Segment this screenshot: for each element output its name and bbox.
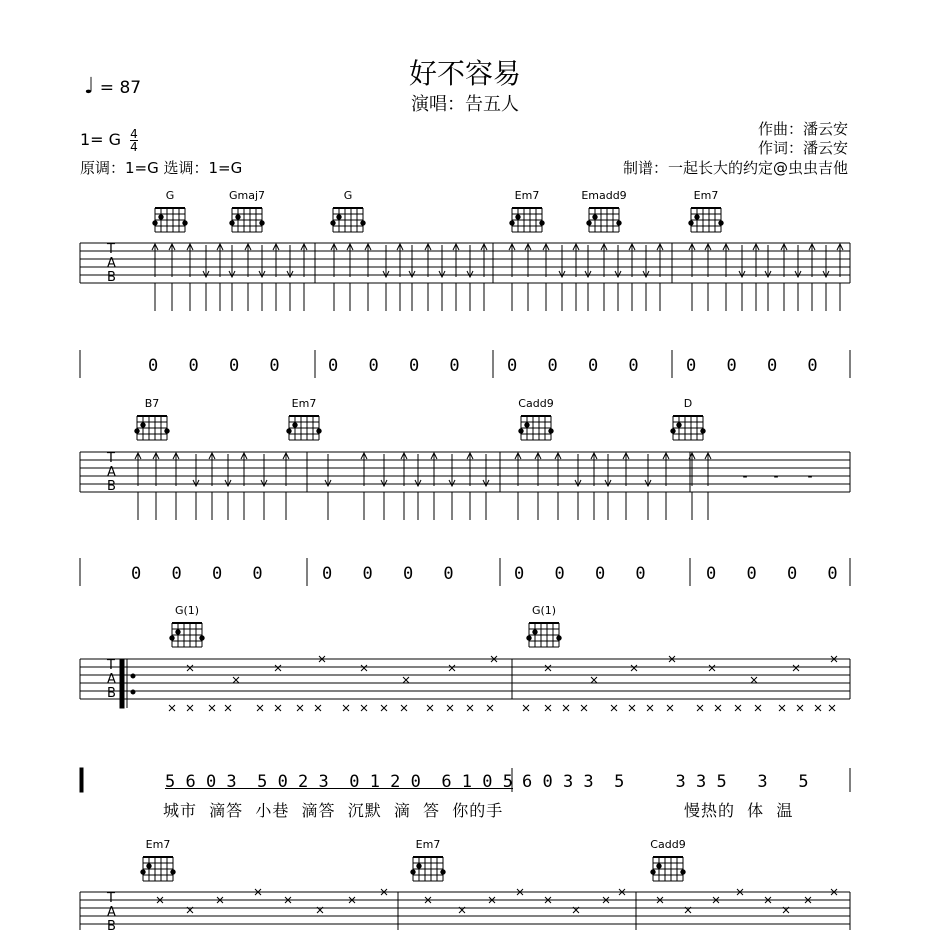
tab-staff	[80, 659, 850, 699]
strum-down-arrow	[483, 454, 489, 520]
mute-x	[715, 705, 721, 711]
finger-dot	[510, 221, 514, 225]
strum-down-arrow	[381, 454, 387, 520]
strum-up-arrow	[629, 244, 635, 311]
lyricist-line: 作词：潘云安	[757, 139, 848, 157]
mute-x	[793, 665, 799, 671]
strum-down-arrow	[739, 245, 745, 311]
mute-x	[297, 705, 303, 711]
x-stroke	[793, 665, 799, 671]
x-stroke	[487, 705, 493, 711]
finger-dot	[171, 870, 175, 874]
chord-diagram	[527, 623, 561, 647]
mute-x	[667, 705, 673, 711]
finger-dot	[677, 423, 681, 427]
finger-dot	[657, 864, 661, 868]
strum-up-arrow	[401, 453, 407, 520]
x-stroke	[709, 665, 715, 671]
strum-up-arrow	[689, 244, 695, 311]
strum-up-arrow	[331, 244, 337, 311]
strum-up-arrow	[753, 244, 759, 311]
strum-up-arrow	[365, 244, 371, 311]
x-stroke	[631, 665, 637, 671]
strum-down-arrow	[415, 454, 421, 520]
x-stroke	[401, 705, 407, 711]
finger-dot	[153, 221, 157, 225]
strum-down-arrow	[643, 245, 649, 311]
measure-numbers: 0 0 0 0	[322, 564, 464, 584]
finger-dot	[540, 221, 544, 225]
time-sig-top: 4	[130, 127, 138, 141]
chord-name: B7	[144, 397, 160, 410]
measure-numbers: 0 0 0 0	[328, 356, 470, 376]
x-stroke	[545, 705, 551, 711]
chord-diagram	[141, 857, 175, 881]
mute-x	[257, 705, 263, 711]
strum-up-arrow	[657, 244, 663, 311]
strum-up-arrow	[663, 453, 669, 520]
strum-down-arrow	[795, 245, 801, 311]
finger-dot	[549, 429, 553, 433]
chord-name: Em7	[415, 838, 441, 851]
x-stroke	[581, 705, 587, 711]
x-stroke	[403, 677, 409, 683]
finger-dot	[525, 423, 529, 427]
strum-up-arrow	[431, 453, 437, 520]
strum-up-arrow	[555, 453, 561, 520]
finger-dot	[230, 221, 234, 225]
chord-name: Em7	[514, 189, 540, 202]
strum-up-arrow	[241, 453, 247, 520]
finger-dot	[236, 215, 240, 219]
strum-up-arrow	[245, 244, 251, 311]
tab-letter: T	[107, 242, 115, 257]
strum-down-arrow	[615, 245, 621, 311]
finger-dot	[671, 429, 675, 433]
chord-name: G	[165, 189, 175, 202]
strum-up-arrow	[169, 244, 175, 311]
chord-diagram	[331, 208, 365, 232]
mute-x	[401, 705, 407, 711]
x-stroke	[647, 705, 653, 711]
x-stroke	[523, 705, 529, 711]
finger-dot	[260, 221, 264, 225]
mute-x	[751, 677, 757, 683]
chord-name: Emadd9	[581, 189, 627, 202]
mute-x	[343, 705, 349, 711]
chord-name: G	[343, 189, 353, 202]
rest-dash: -	[807, 469, 813, 485]
strum-up-arrow	[837, 244, 843, 311]
tab-letter: A	[107, 465, 116, 480]
chord-name: Cadd9	[650, 838, 686, 851]
repeat-dot	[131, 674, 135, 678]
strum-down-arrow	[575, 454, 581, 520]
mute-x	[187, 705, 193, 711]
mute-x	[169, 705, 175, 711]
chord-name: Em7	[291, 397, 317, 410]
chord-diagram	[230, 208, 264, 232]
x-stroke	[545, 665, 551, 671]
chord-diagram	[287, 416, 321, 440]
chord-diagram	[135, 416, 169, 440]
mute-x	[315, 705, 321, 711]
x-stroke	[315, 705, 321, 711]
strum-up-arrow	[809, 244, 815, 311]
x-stroke	[715, 705, 721, 711]
x-stroke	[447, 705, 453, 711]
chord-diagram	[510, 208, 544, 232]
strum-up-arrow	[525, 244, 531, 311]
measure-numbers: 0 0 0 0	[706, 564, 848, 584]
strum-up-arrow	[361, 453, 367, 520]
mute-x	[631, 665, 637, 671]
mute-x	[797, 705, 803, 711]
mute-x	[779, 705, 785, 711]
measure-numbers: 0 0 0 0	[686, 356, 828, 376]
mute-x	[275, 665, 281, 671]
finger-dot	[519, 429, 523, 433]
strum-up-arrow	[467, 453, 473, 520]
strum-down-arrow	[409, 245, 415, 311]
chord-diagram	[170, 623, 204, 647]
strum-up-arrow	[509, 244, 515, 311]
mute-x	[563, 705, 569, 711]
strum-down-arrow	[261, 454, 267, 520]
melody-notation: 5 6 0 3 5 0 2 3 0 1 2 0 6 1 0 5	[165, 772, 513, 792]
tab-letter: B	[107, 270, 116, 285]
strum-up-arrow	[217, 244, 223, 311]
x-stroke	[563, 705, 569, 711]
mute-x	[735, 705, 741, 711]
x-stroke	[187, 705, 193, 711]
mute-x	[815, 705, 821, 711]
chord-diagram	[671, 416, 705, 440]
finger-dot	[689, 221, 693, 225]
strum-up-arrow	[173, 453, 179, 520]
mute-x	[829, 705, 835, 711]
mute-x	[361, 705, 367, 711]
strum-down-arrow	[383, 245, 389, 311]
strum-down-arrow	[605, 454, 611, 520]
finger-dot	[441, 870, 445, 874]
mute-x	[487, 705, 493, 711]
finger-dot	[317, 429, 321, 433]
mute-x	[187, 665, 193, 671]
strum-up-arrow	[209, 453, 215, 520]
finger-dot	[176, 630, 180, 634]
finger-dot	[681, 870, 685, 874]
tab-letter: B	[107, 479, 116, 494]
finger-dot	[183, 221, 187, 225]
x-stroke	[467, 705, 473, 711]
x-stroke	[611, 705, 617, 711]
mute-x	[581, 705, 587, 711]
x-stroke	[697, 705, 703, 711]
strum-up-arrow	[573, 244, 579, 311]
tab-letter: A	[107, 905, 116, 920]
strum-up-arrow	[273, 244, 279, 311]
strum-up-arrow	[347, 244, 353, 311]
x-stroke	[629, 705, 635, 711]
x-stroke	[815, 705, 821, 711]
strum-down-arrow	[229, 245, 235, 311]
strum-down-arrow	[645, 454, 651, 520]
finger-dot	[527, 636, 531, 640]
finger-dot	[287, 429, 291, 433]
quarter-note-icon: ♩	[84, 74, 95, 99]
melody-notation: 6 0 3 3 5 3 3 5 3 5	[522, 772, 809, 792]
mute-x	[629, 705, 635, 711]
mute-x	[233, 677, 239, 683]
strum-up-arrow	[781, 244, 787, 311]
strum-up-arrow	[153, 453, 159, 520]
chord-diagram	[651, 857, 685, 881]
mute-x	[545, 665, 551, 671]
strum-up-arrow	[705, 453, 711, 520]
finger-dot	[587, 221, 591, 225]
tab-letter: T	[107, 891, 115, 906]
finger-dot	[135, 429, 139, 433]
tab-staff	[80, 243, 850, 283]
measure-numbers: 0 0 0 0	[507, 356, 649, 376]
finger-dot	[141, 870, 145, 874]
chord-name: Cadd9	[518, 397, 554, 410]
repeat-bar-thick	[120, 659, 124, 708]
x-stroke	[751, 677, 757, 683]
finger-dot	[331, 221, 335, 225]
chord-diagram	[153, 208, 187, 232]
finger-dot	[170, 636, 174, 640]
x-stroke	[591, 677, 597, 683]
measure-numbers: 0 0 0 0	[514, 564, 656, 584]
x-stroke	[297, 705, 303, 711]
original-key-line: 原调：1=G 选调：1=G	[80, 159, 243, 177]
finger-dot	[141, 423, 145, 427]
x-stroke	[427, 705, 433, 711]
mute-x	[755, 705, 761, 711]
rest-dash: -	[773, 469, 779, 485]
key-label: 1= G	[80, 130, 122, 149]
chord-diagram	[587, 208, 621, 232]
lyric-line: 城市 滴答 小巷 滴答 沉默 滴 答 你的手	[163, 801, 504, 820]
finger-dot	[361, 221, 365, 225]
tab-letter: B	[107, 686, 116, 701]
mute-x	[225, 705, 231, 711]
transcriber-line: 制谱：一起长大的约定@虫虫吉他	[622, 159, 848, 177]
mute-x	[447, 705, 453, 711]
strum-down-arrow	[203, 245, 209, 311]
tempo-value: = 87	[99, 78, 142, 98]
tab-staff	[80, 892, 850, 930]
chord-name: G(1)	[531, 604, 557, 617]
time-sig-bottom: 4	[130, 140, 138, 154]
mute-x	[361, 665, 367, 671]
finger-dot	[417, 864, 421, 868]
mute-x	[467, 705, 473, 711]
x-stroke	[275, 665, 281, 671]
strum-up-arrow	[535, 453, 541, 520]
singer-line: 演唱：告五人	[411, 94, 519, 115]
x-stroke	[361, 705, 367, 711]
finger-dot	[557, 636, 561, 640]
finger-dot	[200, 636, 204, 640]
x-stroke	[755, 705, 761, 711]
strum-down-arrow	[585, 245, 591, 311]
strum-up-arrow	[591, 453, 597, 520]
repeat-bar-thick	[80, 768, 83, 792]
x-stroke	[667, 705, 673, 711]
mute-x	[697, 705, 703, 711]
tab-letter: T	[107, 451, 115, 466]
x-stroke	[233, 677, 239, 683]
strum-down-arrow	[449, 454, 455, 520]
chord-name: Em7	[693, 189, 719, 202]
strum-down-arrow	[259, 245, 265, 311]
mute-x	[449, 665, 455, 671]
finger-dot	[533, 630, 537, 634]
mute-x	[523, 705, 529, 711]
strum-down-arrow	[287, 245, 293, 311]
tab-letter: A	[107, 672, 116, 687]
mute-x	[275, 705, 281, 711]
strum-up-arrow	[481, 244, 487, 311]
finger-dot	[293, 423, 297, 427]
finger-dot	[617, 221, 621, 225]
strum-up-arrow	[152, 244, 158, 311]
x-stroke	[225, 705, 231, 711]
strum-up-arrow	[453, 244, 459, 311]
chord-name: Em7	[145, 838, 171, 851]
x-stroke	[779, 705, 785, 711]
x-stroke	[257, 705, 263, 711]
x-stroke	[187, 665, 193, 671]
strum-up-arrow	[135, 453, 141, 520]
mute-x	[611, 705, 617, 711]
chord-name: G(1)	[174, 604, 200, 617]
tab-letter: B	[107, 919, 116, 930]
song-title: 好不容易	[408, 57, 521, 90]
composer-line: 作曲：潘云安	[757, 120, 848, 138]
tab-letter: T	[107, 658, 115, 673]
strum-down-arrow	[467, 245, 473, 311]
strum-up-arrow	[601, 244, 607, 311]
finger-dot	[701, 429, 705, 433]
mute-x	[647, 705, 653, 711]
finger-dot	[695, 215, 699, 219]
x-stroke	[275, 705, 281, 711]
x-stroke	[797, 705, 803, 711]
strum-down-arrow	[325, 454, 331, 520]
x-stroke	[449, 665, 455, 671]
measure-numbers: 0 0 0 0	[131, 564, 273, 584]
mute-x	[591, 677, 597, 683]
mute-x	[209, 705, 215, 711]
finger-dot	[337, 215, 341, 219]
mute-x	[381, 705, 387, 711]
chord-name: Gmaj7	[228, 189, 266, 202]
strum-down-arrow	[559, 245, 565, 311]
mute-x	[545, 705, 551, 711]
x-stroke	[829, 705, 835, 711]
finger-dot	[593, 215, 597, 219]
strum-up-arrow	[397, 244, 403, 311]
x-stroke	[343, 705, 349, 711]
finger-dot	[159, 215, 163, 219]
chord-name: D	[683, 397, 693, 410]
strum-down-arrow	[765, 245, 771, 311]
strum-down-arrow	[193, 454, 199, 520]
x-stroke	[169, 705, 175, 711]
x-stroke	[735, 705, 741, 711]
mute-x	[427, 705, 433, 711]
strum-up-arrow	[543, 244, 549, 311]
strum-up-arrow	[425, 244, 431, 311]
strum-down-arrow	[823, 245, 829, 311]
rest-dash: -	[742, 469, 748, 485]
x-stroke	[381, 705, 387, 711]
mute-x	[403, 677, 409, 683]
tab-letter: A	[107, 256, 116, 271]
finger-dot	[516, 215, 520, 219]
x-stroke	[361, 665, 367, 671]
measure-numbers: 0 0 0 0	[148, 356, 290, 376]
strum-up-arrow	[515, 453, 521, 520]
chord-diagram	[411, 857, 445, 881]
lyric-line: 慢热的 体 温	[684, 801, 794, 820]
repeat-dot	[131, 690, 135, 694]
strum-up-arrow	[283, 453, 289, 520]
strum-down-arrow	[439, 245, 445, 311]
strum-up-arrow	[187, 244, 193, 311]
mute-x	[709, 665, 715, 671]
finger-dot	[411, 870, 415, 874]
finger-dot	[147, 864, 151, 868]
finger-dot	[651, 870, 655, 874]
x-stroke	[209, 705, 215, 711]
strum-down-arrow	[225, 454, 231, 520]
chord-diagram	[519, 416, 553, 440]
strum-up-arrow	[301, 244, 307, 311]
strum-up-arrow	[705, 244, 711, 311]
strum-up-arrow	[623, 453, 629, 520]
finger-dot	[165, 429, 169, 433]
strum-up-arrow	[723, 244, 729, 311]
finger-dot	[719, 221, 723, 225]
chord-diagram	[689, 208, 723, 232]
